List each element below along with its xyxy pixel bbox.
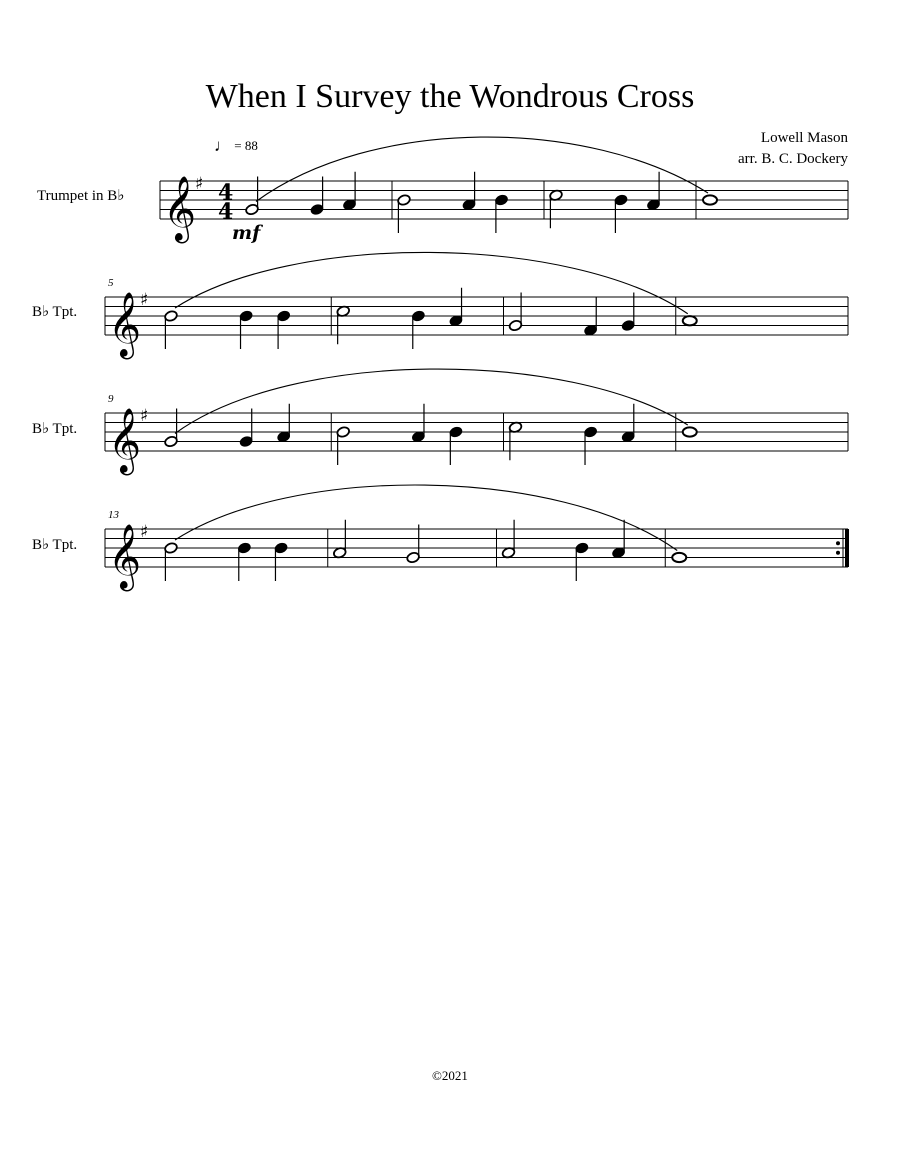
instrument-label-short: B♭ Tpt.: [32, 537, 78, 553]
measure-number: 5: [108, 277, 114, 289]
instrument-label-short: B♭ Tpt.: [32, 421, 78, 437]
measure-number: 13: [108, 509, 119, 521]
score-title: When I Survey the Wondrous Cross: [205, 78, 695, 115]
treble-clef-icon: 𝄞: [108, 408, 142, 473]
treble-clef-icon: 𝄞: [108, 524, 142, 589]
instrument-label-short: B♭ Tpt.: [32, 304, 78, 320]
composer: Lowell Mason: [760, 130, 848, 146]
arranger: arr. B. C. Dockery: [738, 151, 848, 167]
phrase-slur: [175, 485, 677, 551]
sharp-icon: ♯: [140, 290, 149, 310]
repeat-dot: [836, 551, 840, 555]
copyright: ©2021: [432, 1068, 468, 1083]
measure-number: 9: [108, 393, 114, 405]
repeat-dot: [836, 541, 840, 545]
time-signature-top: 4: [218, 180, 234, 206]
staff-system: [160, 137, 848, 244]
time-signature-bottom: 4: [218, 199, 234, 225]
whole-note: [703, 195, 717, 204]
whole-note: [683, 316, 697, 325]
whole-note: [683, 427, 697, 436]
sharp-icon: ♯: [195, 174, 204, 194]
final-barline-thick: [845, 529, 849, 567]
staff-system: [105, 485, 849, 591]
phrase-slur: [175, 252, 688, 313]
dynamic-marking: mf: [232, 222, 261, 244]
instrument-label-full: Trumpet in B♭: [37, 188, 125, 204]
phrase-slur: [256, 137, 708, 201]
staff-system: [105, 369, 848, 475]
sharp-icon: ♯: [140, 406, 149, 426]
whole-note: [672, 553, 686, 562]
tempo-value: = 88: [234, 138, 258, 153]
treble-clef-icon: 𝄞: [163, 176, 197, 241]
staff-system: [105, 252, 848, 359]
quarter-note-icon: ♩: [214, 136, 231, 155]
sharp-icon: ♯: [140, 522, 149, 542]
treble-clef-icon: 𝄞: [108, 292, 142, 357]
